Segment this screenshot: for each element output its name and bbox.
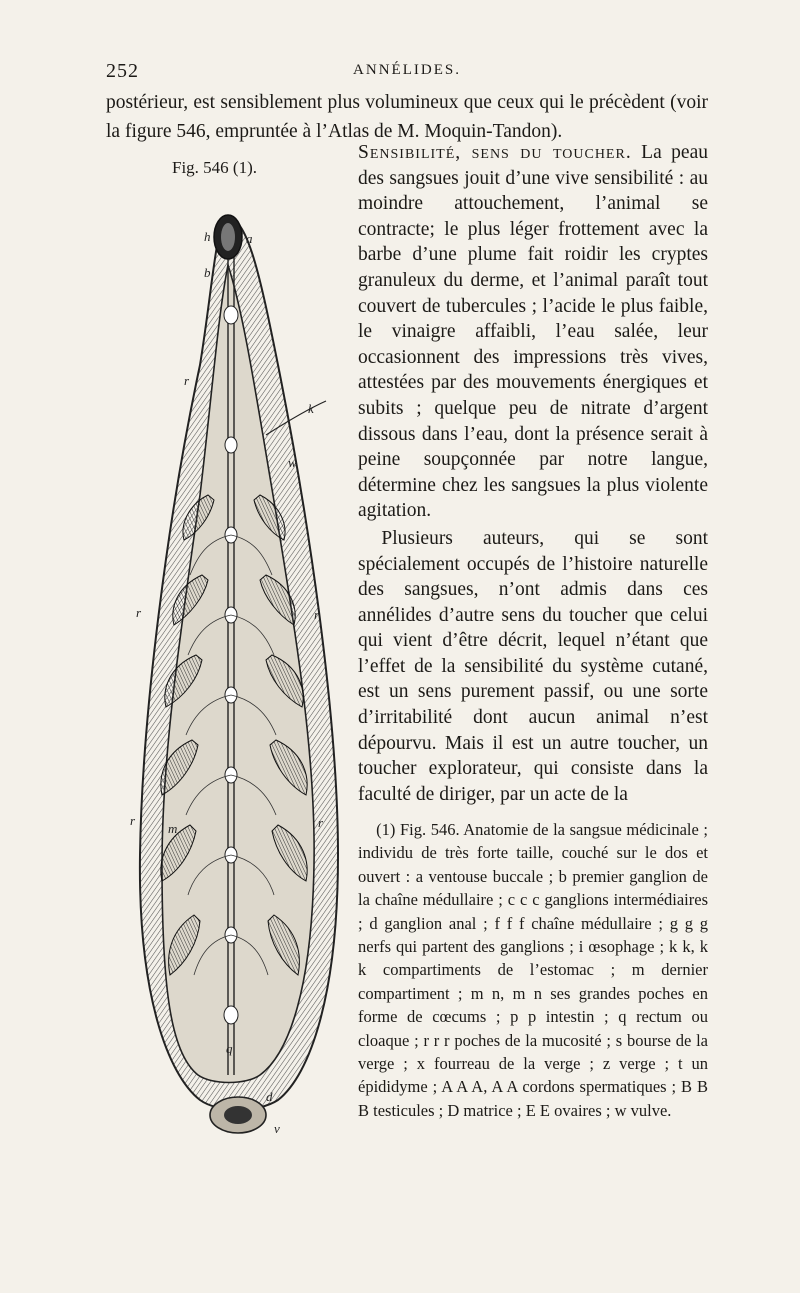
fig-letter-r-right: r [314, 607, 320, 622]
page-number: 252 [106, 60, 139, 82]
fig-letter-h: h [204, 229, 211, 244]
intro-paragraph: postérieur, est sensiblement plus volumineux que ceux qui le précèdent (voir la figure 546, empruntée à l’Atlas de M. Moquin-Tandon). [106, 92, 708, 142]
fig-letter-r-lower-right: r [318, 815, 324, 830]
fig-letter-r-left: r [136, 605, 142, 620]
paragraph-1-text: La peau des sangsues jouit d’une vive sensibilité : au moindre attouchement, l’animal se contracte; le plus léger frottement avec la barbe d’une plume fait roidir les cryptes granuleux du derme, et l’animal paraît tout couvert de tubercules ; l’acide le plus faible, le vinaigre affaibli, l’eau salée, leur occasionnent des impressions très vives, attestées par des mouvements énergiques et subits ; quelque peu de nitrate d’argent dissous dans l’eau, dont la présence serait à peine soupçonnée par notre langue, détermine chez les sangsues la plus violente agitation. [358, 142, 708, 522]
fig-letter-r-lower-left: r [130, 813, 136, 828]
figure-footnote [358, 818, 708, 1122]
section-heading: Sensibilité, sens du toucher. [358, 142, 632, 163]
fig-letter-m: m [168, 821, 178, 836]
fig-letter-a: a [246, 231, 253, 246]
oral-sucker-inner [221, 223, 235, 251]
main-text-column [358, 140, 708, 807]
footnote-text: (1) Fig. 546. Anatomie de la sangsue médicinale ; individu de très forte taille, couché sur le dos et ouvert : a ventouse buccale ; b premier ganglion de la chaîne médullaire ; c c c ganglions intermédiaires ; d ganglion anal ; f f f chaîne médullaire ; g g g nerfs qui partent des ganglions ; i œsophage ; k k, k k compartiments de l’estomac ; m dernier compartiment ; m n, m n ses grandes poches en forme de cœcums ; p p intestin ; q rectum ou cloaque ; r r r poches de la mucosité ; s bourse de la verge ; x fourreau de la verge ; z verge ; t un épididyme ; A A A, A A cordons spermatiques ; B B B testicules ; D matrice ; E E ovaires ; w vulve. [358, 820, 708, 1120]
fig-letter-r-upper: r [184, 373, 190, 388]
fig-letter-d: d [266, 1089, 273, 1104]
figure-label: Fig. 546 (1). [172, 158, 257, 177]
fig-letter-q: q [226, 1041, 233, 1056]
running-head [106, 60, 708, 86]
posterior-sucker-inner [224, 1106, 252, 1124]
fig-letter-v: v [274, 1121, 280, 1136]
section-title: ANNÉLIDES. [353, 62, 461, 78]
fig-letter-b: b [204, 265, 211, 280]
fig-letter-k: k [308, 401, 314, 416]
leech-anatomy-illustration [128, 195, 354, 1165]
paragraph-sensibility [358, 140, 708, 524]
paragraph-2: Plusieurs auteurs, qui se sont spécialement occupés de l’histoire naturelle des sangsues, n’ont admis dans ces annélides d’autre sens du toucher que celui qui vient d’être décrit, lequel n’étant que l’effet de la sensibilité du système cutané, est un sens purement passif, ou une sorte d’irritabilité dont aucun animal n’est dépourvu. Mais il est un autre toucher, un toucher explorateur, qui consiste dans la faculté de diriger, par un acte de la [358, 527, 708, 805]
fig-letter-w: w [288, 455, 297, 470]
leech-illustration-svg [128, 195, 354, 1165]
